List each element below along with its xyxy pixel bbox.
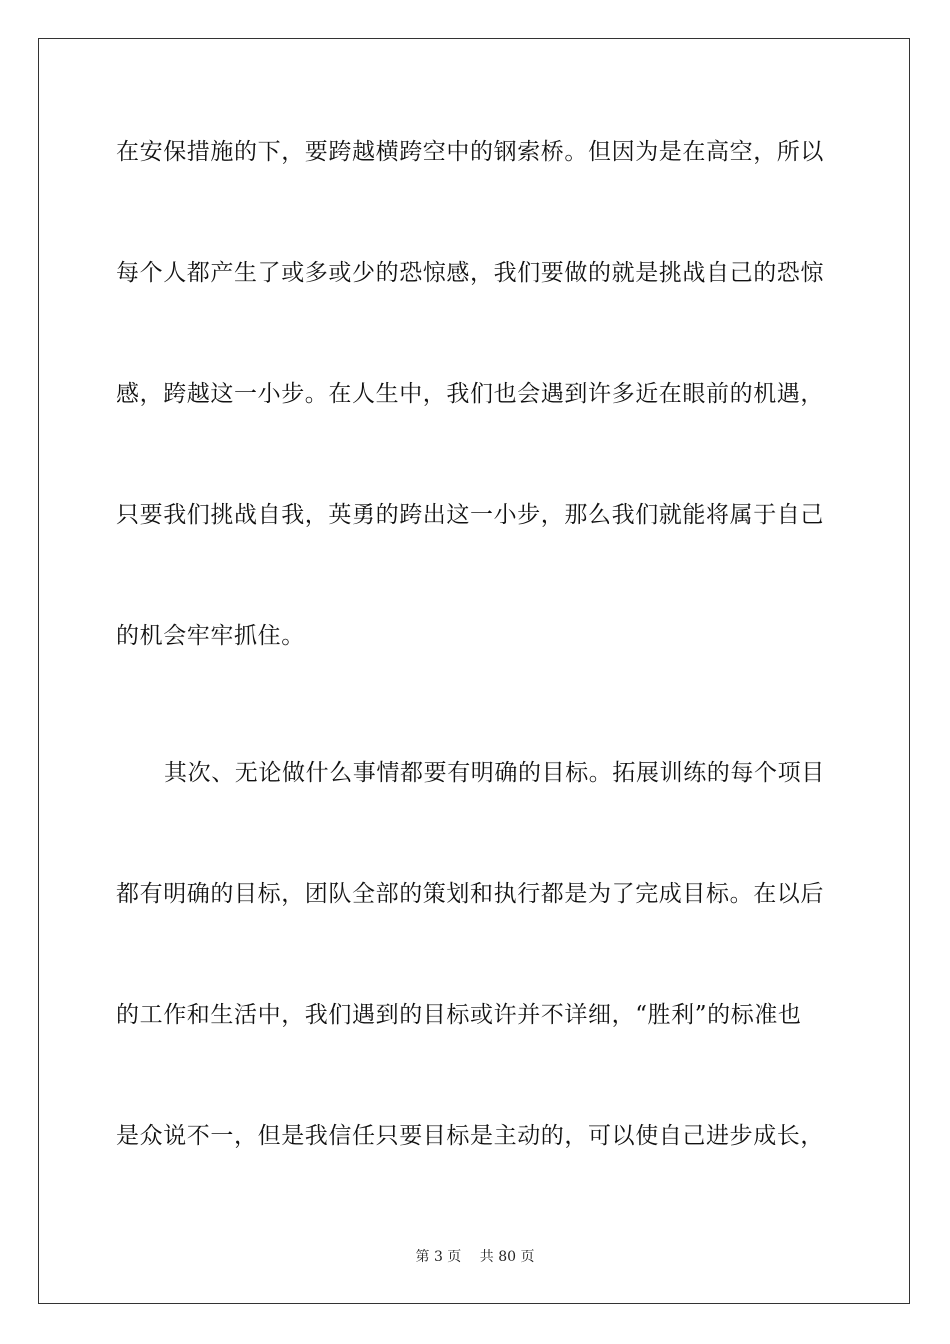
text-line-8: 的工作和生活中，我们遇到的目标或许并不详细，“胜利”的标准也 [116,1002,802,1028]
page-number: 第 3 页 [415,1249,462,1265]
text-line-2: 每个人都产生了或多或少的恐惊感，我们要做的就是挑战自己的恐惊 [116,260,824,286]
text-line-3: 感，跨越这一小步。在人生中，我们也会遇到许多近在眼前的机遇， [116,381,824,407]
text-line-4: 只要我们挑战自我，英勇的跨出这一小步，那么我们就能将属于自己 [116,502,824,528]
page-footer [0,1248,950,1266]
page-border [38,38,910,1304]
paragraph-2-line-1: 其次、无论做什么事情都要有明确的目标。拓展训练的每个项目 [164,760,825,786]
text-line-5: 的机会牢牢抓住。 [116,623,305,649]
text-line-9: 是众说不一，但是我信任只要目标是主动的，可以使自己进步成长， [116,1123,824,1149]
text-line-7: 都有明确的目标，团队全部的策划和执行都是为了完成目标。在以后 [116,881,824,907]
total-pages: 共 80 页 [479,1249,535,1265]
text-line-1: 在安保措施的下，要跨越横跨空中的钢索桥。但因为是在高空，所以 [116,139,824,165]
